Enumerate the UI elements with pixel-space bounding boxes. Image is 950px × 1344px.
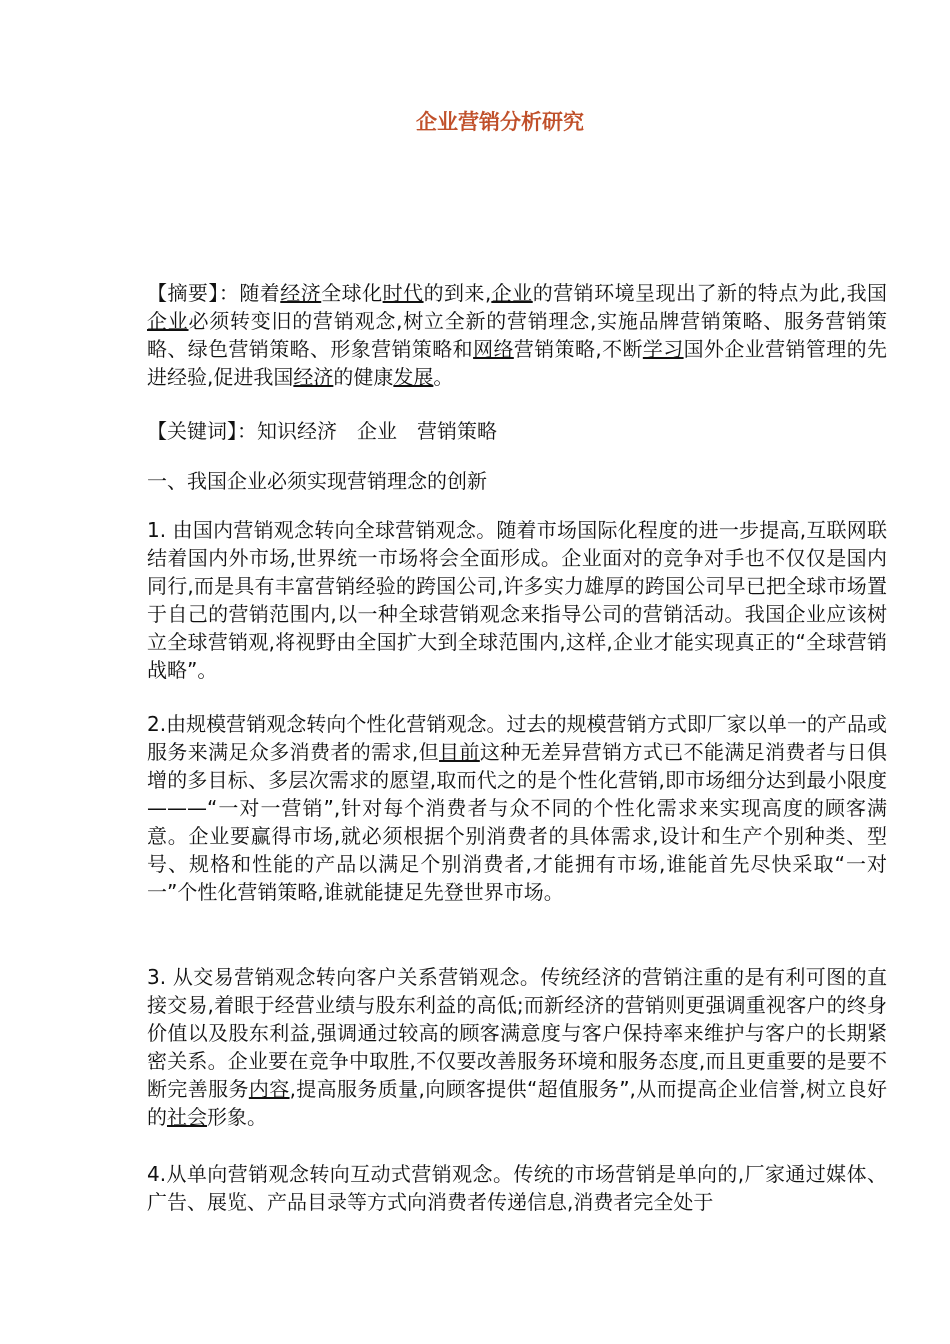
abstract-text: 随着 [239,281,281,305]
abstract-link-development[interactable]: 发展 [393,365,434,389]
abstract-text: 。 [433,365,454,389]
abstract-link-learning[interactable]: 学习 [642,337,684,361]
abstract-text: 营销策略,不断 [513,337,643,361]
keyword-item: 营销策略 [417,419,497,443]
abstract-text: 的营销环境呈现出了新的特点为此,我国 [532,281,888,305]
paragraph-4: 4.从单向营销观念转向互动式营销观念。传统的市场营销是单向的,厂家通过媒体、广告、展览、产品目录等方式向消费者传递信息,消费者完全处于 [147,1162,887,1214]
paragraph-link-society[interactable]: 社会 [167,1105,207,1129]
section-heading: 一、我国企业必须实现营销理念的创新 [147,469,487,493]
abstract-text: 的健康 [333,365,394,389]
paragraph-text: 3. 从交易营销观念转向客户关系营销观念。传统经济的营销注重的是有利可图的直接交易,着眼于经营业绩与股东利益的高低;而新经济的营销则更强调重视客户的终身价值以及股东利益,强调通过较高的顾客满意度与客户保持率来维护与客户的长期紧密关系。企业要在竞争中取胜,不仅要改善服务环境和服务态度,而且更重要的是要不断完善服务 [147,965,887,1101]
abstract-link-economy[interactable]: 经济 [280,281,322,305]
abstract-link-enterprise-2[interactable]: 企业 [147,309,189,333]
keywords-line [147,417,887,445]
document-title: 企业营销分析研究 [416,109,584,134]
abstract-paragraph [147,279,887,391]
abstract-link-network[interactable]: 网络 [473,337,514,361]
keywords-label: 【关键词】： [147,419,257,443]
paragraph-text: 形象。 [207,1105,267,1129]
abstract-label: 【摘要】： [147,281,240,305]
paragraph-link-current[interactable]: 目前 [439,740,480,764]
paragraph-text: 这种无差异营销方式已不能满足消费者与日俱增的多目标、多层次需求的愿望,取而代之的是个性化营销,即市场细分达到最小限度———“一对一营销”,针对每个消费者与众不同的个性化需求来实现高度的顾客满意。企业要赢得市场,就必须根据个别消费者的具体需求,设计和生产个别种类、型号、规格和性能的产品以满足个别消费者,才能拥有市场,谁能首先尽快采取“一对一”个性化营销策略,谁就能捷足先登世界市场。 [147,740,888,904]
paragraph-text: 2.由规模营销观念转向个性化营销观念。过去的规模营销方式即厂家以单一的产品或服务来满足众多消费者的需求,但 [147,712,887,764]
keyword-item: 企业 [357,419,397,443]
abstract-link-economy-2[interactable]: 经济 [293,365,334,389]
paragraph-3 [147,963,887,1131]
abstract-link-era[interactable]: 时代 [382,281,424,305]
paragraph-link-content[interactable]: 内容 [248,1077,290,1101]
abstract-text: 必须转变旧的营销观念,树立全新的营销理念,实施品牌营销策略、服务营销策略、绿色营销策略、形象营销策略和 [147,309,887,361]
keyword-item: 知识经济 [257,419,337,443]
abstract-text: 国外企业营销管理的先进经验,促进我国 [147,337,888,389]
paragraph-1: 1. 由国内营销观念转向全球营销观念。随着市场国际化程度的进一步提高,互联网联结着国内外市场,世界统一市场将会全面形成。企业面对的竞争对手也不仅仅是国内同行,而是具有丰富营销经验的跨国公司,许多实力雄厚的跨国公司早已把全球市场置于自己的营销范围内,以一种全球营销观念来指导公司的营销活动。我国企业应该树立全球营销观,将视野由全国扩大到全球范围内,这样,企业才能实现真正的“全球营销战略”。 [147,518,887,682]
abstract-text: 的到来, [423,281,492,305]
paragraph-2 [147,710,887,906]
paragraph-text: ,提高服务质量,向顾客提供“超值服务”,从而提高企业信誉,树立良好的 [147,1077,888,1129]
abstract-text: 全球化 [321,281,383,305]
abstract-link-enterprise[interactable]: 企业 [491,281,533,305]
